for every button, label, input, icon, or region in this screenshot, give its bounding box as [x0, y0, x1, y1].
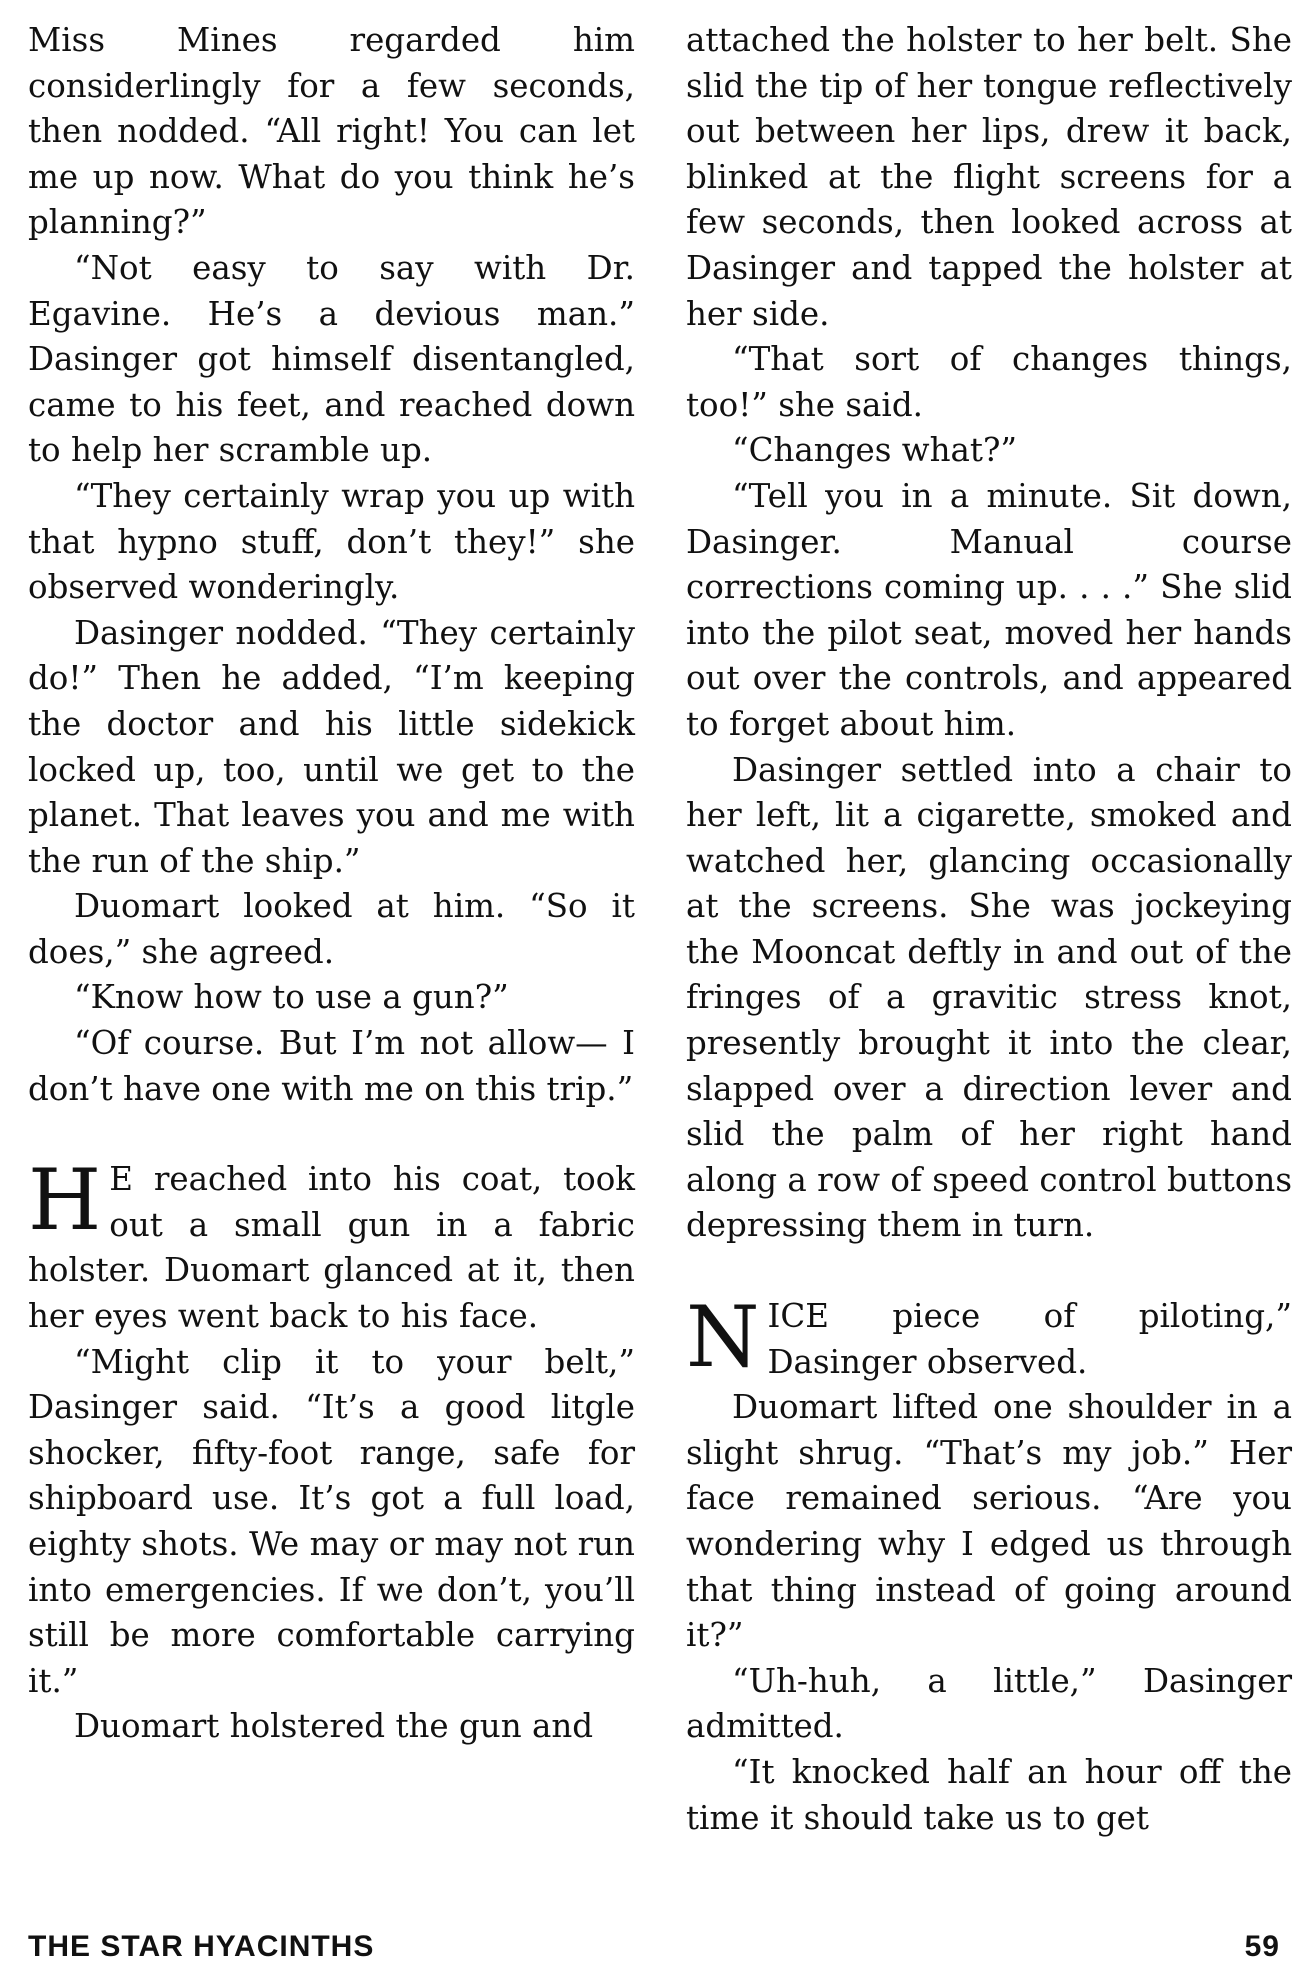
page-number: 59: [1244, 1930, 1280, 1963]
paragraph: “That sort of changes things, too!” she said.: [686, 340, 1292, 424]
paragraph: “Of course. But I’m not allow— I don’t have one with me on this trip.”: [28, 1024, 635, 1108]
paragraph: Dasinger settled into a chair to her left, lit a cigarette, smoked and watched her, glancing occasionally at the screens. She was jockeying the Mooncat deftly in and out of the fringes of a gravitic stress knot, presently brought it into the clear, slapped over a direction lever and slid the palm of her right hand along a row of speed control buttons depressing them in turn.: [686, 750, 1292, 1245]
paragraph: Duomart holstered the gun and: [74, 1707, 594, 1746]
section-opening-paragraph: [28, 1151, 635, 1339]
paragraph: Duomart looked at him. “So it does,” she agreed.: [28, 887, 635, 971]
left-column: [28, 18, 635, 1750]
paragraph: Duomart lifted one shoulder in a slight shrug. “That’s my job.” Her face remained serious. “Are you wondering why I edged us through that thing instead of going around it?”: [686, 1388, 1292, 1655]
section-opening-text: ICE piece of piloting,” Dasinger observed.: [767, 1297, 1292, 1381]
paragraph: attached the holster to her belt. She slid the tip of her tongue reflectively out between her lips, drew it back, blinked at the flight screens for a few seconds, then looked across at Dasinger and tapped the holster at her side.: [686, 21, 1292, 333]
paragraph: Dasinger nodded. “They certainly do!” Then he added, “I’m keeping the doctor and his little sidekick locked up, too, until we get to the planet. That leaves you and me with the run of the ship.”: [28, 613, 635, 880]
drop-cap: H: [28, 1151, 102, 1250]
section-opening-text: E reached into his coat, took out a small gun in a fabric holster. Duomart glanced at it, then her eyes went back to his face.: [28, 1160, 635, 1336]
paragraph: “Uh-huh, a little,” Dasinger admitted.: [686, 1661, 1292, 1746]
paragraph: “Know how to use a gun?”: [74, 978, 509, 1017]
right-column: [686, 18, 1292, 1841]
paragraph: “Changes what?”: [732, 431, 1017, 470]
section-opening-paragraph: [686, 1288, 1292, 1387]
running-footer-title: THE STAR HYACINTHS: [28, 1930, 375, 1963]
paragraph: “It knocked half an hour off the time it should take us to get: [686, 1752, 1292, 1837]
paragraph: “Tell you in a minute. Sit down, Dasinger. Manual course corrections coming up. . . .” She slid into the pilot seat, moved her hands out over the controls, and appeared to forget about him.: [686, 476, 1292, 743]
paragraph: “Not easy to say with Dr. Egavine. He’s a devious man.” Dasinger got himself disentangled, came to his feet, and reached down to help her scramble up.: [28, 248, 635, 470]
paragraph: “They certainly wrap you up with that hypno stuff, don’t they!” she observed wonderingly.: [28, 476, 635, 607]
paragraph: Miss Mines regarded him considerlingly for a few seconds, then nodded. “All right! You can let me up now. What do you think he’s planning?”: [28, 21, 635, 242]
drop-cap: N: [686, 1288, 760, 1387]
paragraph: “Might clip it to your belt,” Dasinger said. “It’s a good litgle shocker, fifty-foot range, safe for shipboard use. It’s got a full load, eighty shots. We may or may not run into emergencies. If we don’t, you’ll still be more comfortable carrying it.”: [28, 1342, 635, 1700]
